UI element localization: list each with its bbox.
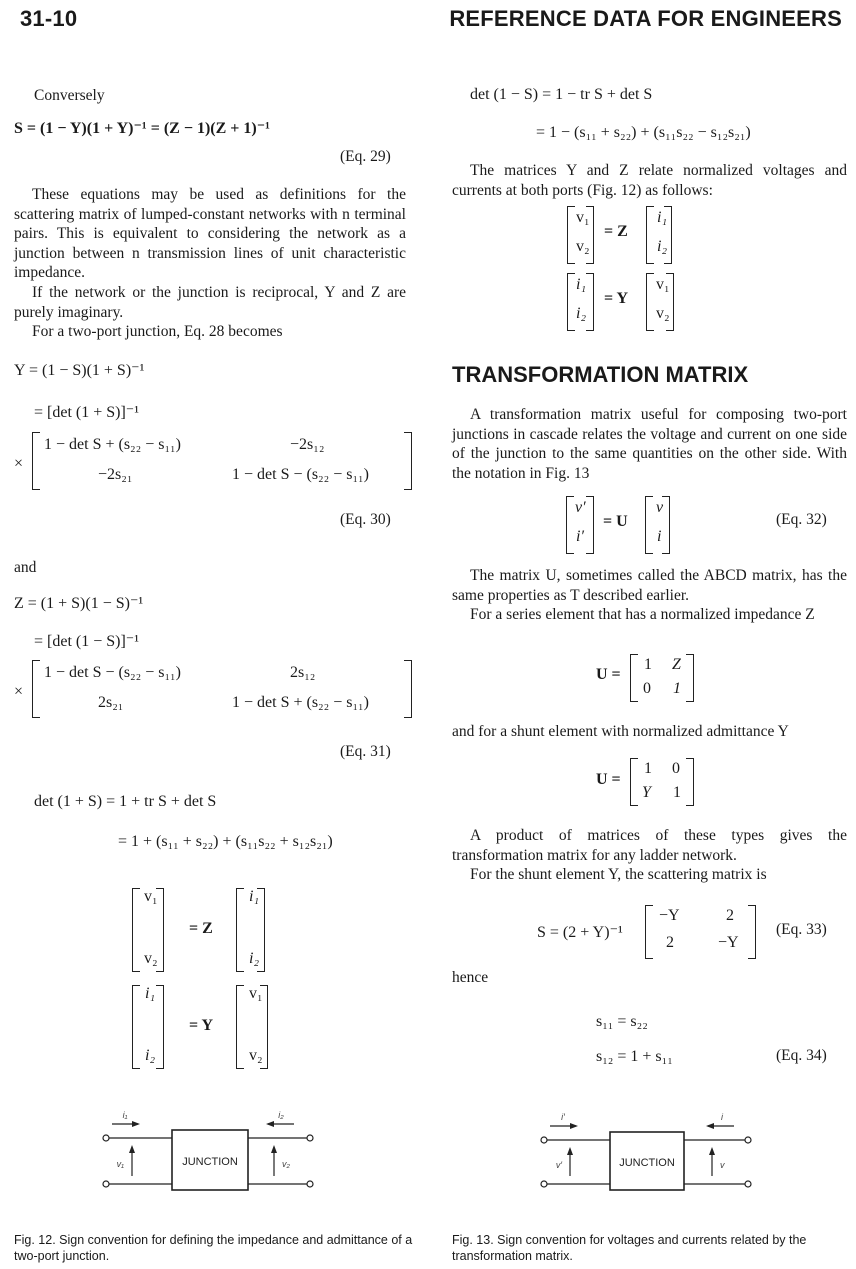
matrix-bracket-left [630, 654, 638, 702]
matrix-bracket-right [686, 654, 694, 702]
matrix-bracket-left [32, 660, 40, 718]
fig13-diagram [538, 1110, 768, 1206]
voltage-v2: v₂ [576, 238, 590, 255]
matrix-bracket-left [645, 496, 653, 554]
matrix-bracket-left [567, 273, 575, 331]
voltage-v-prime: v′ [575, 499, 586, 516]
label-v1: v₁ [116, 1159, 124, 1169]
current-arrow-left [266, 1121, 274, 1127]
current-arrow-left [706, 1123, 714, 1129]
eq29: S = (1 − Y)(1 + Y)⁻¹ = (Z − 1)(Z + 1)⁻¹ [14, 120, 270, 137]
current-i: i [657, 528, 662, 545]
label-i: i [721, 1112, 723, 1122]
z-matrix-cell-12: 2s₁₂ [290, 664, 316, 681]
matrix-bracket-left [566, 496, 574, 554]
label-i-prime: i′ [561, 1112, 565, 1122]
terminal-circle [745, 1181, 751, 1187]
eq33-tag: (Eq. 33) [776, 921, 827, 938]
fig12-diagram [100, 1108, 330, 1204]
voltage-arrow-up [709, 1147, 715, 1155]
voltage-arrow-up [271, 1145, 277, 1153]
matrix-bracket-left [567, 206, 575, 264]
matrix-bracket-left [646, 206, 654, 264]
terminal-circle [103, 1135, 109, 1141]
eq34-line1: s₁₁ = s₂₂ [596, 1013, 648, 1030]
paragraph-shunt-element: and for a shunt element with normalized admittance Y [452, 723, 789, 740]
equals-z: = Z [189, 920, 213, 937]
det-one-minus-s-line1: det (1 − S) = 1 − tr S + det S [470, 86, 653, 103]
label-i1: i₁ [122, 1110, 128, 1120]
eq33-cell-22: −Y [718, 934, 739, 951]
terminal-circle [541, 1137, 547, 1143]
fig13-caption: Fig. 13. Sign convention for voltages and currents related by the transformation matrix. [452, 1233, 807, 1263]
current-i2: i₂ [576, 305, 587, 322]
times-sign: × [14, 683, 24, 700]
matrix-bracket-left [132, 888, 140, 972]
paragraph-ladder: A product of matrices of these types gives the transformation matrix for any ladder network. [452, 827, 847, 864]
terminal-circle [745, 1137, 751, 1143]
eq31-tag: (Eq. 31) [340, 743, 391, 760]
times-sign: × [14, 455, 24, 472]
matrix-bracket-left [236, 888, 244, 972]
fig12-caption: Fig. 12. Sign convention for defining the impedance and admittance of a two-port junction. [14, 1233, 413, 1263]
u-shunt-cell-11: 1 [644, 760, 652, 777]
current-i1: i₁ [576, 276, 587, 293]
y-matrix-cell-21: −2s₂₁ [98, 466, 133, 483]
u-shunt-cell-12: 0 [672, 760, 680, 777]
matrix-bracket-right [586, 273, 594, 331]
eq33-cell-12: 2 [726, 907, 734, 924]
voltage-v1: v₁ [144, 888, 158, 905]
paragraph-two-port: For a two-port junction, Eq. 28 becomes [32, 323, 283, 340]
matrix-bracket-left [630, 758, 638, 806]
junction-label: JUNCTION [619, 1157, 675, 1169]
current-i-prime: i′ [576, 528, 584, 545]
paragraph-series-element: For a series element that has a normalized impedance Z [470, 606, 815, 623]
u-series-cell-11: 1 [644, 656, 652, 673]
paragraph-shunt-scattering: For the shunt element Y, the scattering matrix is [470, 866, 767, 883]
matrix-bracket-right [156, 985, 164, 1069]
eq33-cell-21: 2 [666, 934, 674, 951]
matrix-bracket-left [132, 985, 140, 1069]
y-equation-line2: = [det (1 + S)]⁻¹ [34, 404, 140, 421]
page-number: 31-10 [20, 6, 78, 31]
terminal-circle [541, 1181, 547, 1187]
z-equation-line2: = [det (1 − S)]⁻¹ [34, 633, 140, 650]
voltage-v: v [656, 499, 664, 516]
current-arrow-right [570, 1123, 578, 1129]
y-matrix-cell-12: −2s₁₂ [290, 436, 325, 453]
voltage-v2: v₂ [656, 305, 670, 322]
paragraph-definitions: These equations may be used as definitions for the scattering matrix of lumped-constant networks with n terminal pairs. This is equivalent to considering the network as a junction between n transmission lines of unit characteristic impedance. [14, 186, 406, 282]
y-equation-line1: Y = (1 − S)(1 + S)⁻¹ [14, 362, 145, 379]
z-matrix-cell-21: 2s₂₁ [98, 694, 124, 711]
matrix-bracket-right [686, 758, 694, 806]
paragraph-abcd: The matrix U, sometimes called the ABCD matrix, has the same properties as T described earlier. [452, 567, 847, 604]
voltage-v2: v₂ [144, 950, 158, 967]
paragraph-reciprocal: If the network or the junction is reciprocal, Y and Z are purely imaginary. [14, 284, 406, 321]
hence-text: hence [452, 969, 489, 986]
voltage-v1: v₁ [656, 276, 670, 293]
current-arrow-right [132, 1121, 140, 1127]
u-shunt-cell-22: 1 [673, 784, 681, 801]
u-shunt-lhs: U = [596, 771, 621, 788]
matrix-bracket-left [646, 273, 654, 331]
current-i1: i₁ [657, 209, 668, 226]
matrix-bracket-right [404, 432, 412, 490]
label-v-prime: v′ [555, 1160, 562, 1170]
running-title: REFERENCE DATA FOR ENGINEERS [449, 6, 842, 31]
paragraph-yz-relation: The matrices Y and Z relate normalized voltages and currents at both ports (Fig. 12) as follows: [452, 162, 847, 199]
u-shunt-cell-21: Y [642, 784, 651, 801]
voltage-arrow-up [567, 1147, 573, 1155]
current-i2: i₂ [657, 238, 668, 255]
u-series-cell-22: 1 [673, 680, 681, 697]
terminal-circle [307, 1181, 313, 1187]
terminal-circle [307, 1135, 313, 1141]
voltage-v1: v₁ [576, 209, 590, 226]
conversely-text: Conversely [34, 87, 105, 104]
matrix-bracket-right [586, 496, 594, 554]
z-equation-line1: Z = (1 + S)(1 − S)⁻¹ [14, 595, 144, 612]
voltage-v1: v₁ [249, 985, 263, 1002]
matrix-bracket-right [748, 905, 756, 959]
det-one-plus-s-line1: det (1 + S) = 1 + tr S + det S [34, 793, 217, 810]
terminal-circle [103, 1181, 109, 1187]
eq34-line2: s₁₂ = 1 + s₁₁ [596, 1048, 673, 1065]
paragraph-transformation: A transformation matrix useful for composing two-port junctions in cascade relates the voltage and current on one side of the junction to the same quantities on the other side. With the notation in Fig. 13 [452, 406, 847, 482]
current-i2: i₂ [249, 950, 260, 967]
current-i2: i₂ [145, 1047, 156, 1064]
matrix-bracket-left [32, 432, 40, 490]
equals-z: = Z [604, 223, 628, 240]
eq29-tag: (Eq. 29) [340, 148, 391, 165]
label-v: v [720, 1160, 725, 1170]
current-i1: i₁ [145, 985, 156, 1002]
equals-u: = U [603, 513, 628, 530]
y-matrix-cell-11: 1 − det S + (s₂₂ − s₁₁) [44, 436, 181, 453]
current-i1: i₁ [249, 888, 260, 905]
equals-y: = Y [604, 290, 629, 307]
u-series-cell-12: Z [672, 656, 681, 673]
label-v2: v₂ [282, 1159, 290, 1169]
z-matrix-cell-22: 1 − det S + (s₂₂ − s₁₁) [232, 694, 369, 711]
and-text: and [14, 559, 37, 576]
equals-y: = Y [189, 1017, 214, 1034]
junction-label: JUNCTION [182, 1156, 238, 1168]
eq30-tag: (Eq. 30) [340, 511, 391, 528]
eq33-lhs: S = (2 + Y)⁻¹ [537, 924, 623, 941]
u-series-lhs: U = [596, 666, 621, 683]
section-title: TRANSFORMATION MATRIX [452, 362, 749, 387]
det-one-plus-s-line2: = 1 + (s₁₁ + s₂₂) + (s₁₁s₂₂ + s₁₂s₂₁) [118, 833, 333, 850]
y-matrix-cell-22: 1 − det S − (s₂₂ − s₁₁) [232, 466, 369, 483]
eq32-tag: (Eq. 32) [776, 511, 827, 528]
voltage-arrow-up [129, 1145, 135, 1153]
det-one-minus-s-line2: = 1 − (s₁₁ + s₂₂) + (s₁₁s₂₂ − s₁₂s₂₁) [536, 124, 751, 141]
eq33-cell-11: −Y [659, 907, 680, 924]
matrix-bracket-left [645, 905, 653, 959]
z-matrix-cell-11: 1 − det S − (s₂₂ − s₁₁) [44, 664, 181, 681]
matrix-bracket-right [662, 496, 670, 554]
label-i2: i₂ [278, 1110, 284, 1120]
matrix-bracket-right [404, 660, 412, 718]
eq34-tag: (Eq. 34) [776, 1047, 827, 1064]
matrix-bracket-left [236, 985, 244, 1069]
voltage-v2: v₂ [249, 1047, 263, 1064]
u-series-cell-21: 0 [643, 680, 651, 697]
